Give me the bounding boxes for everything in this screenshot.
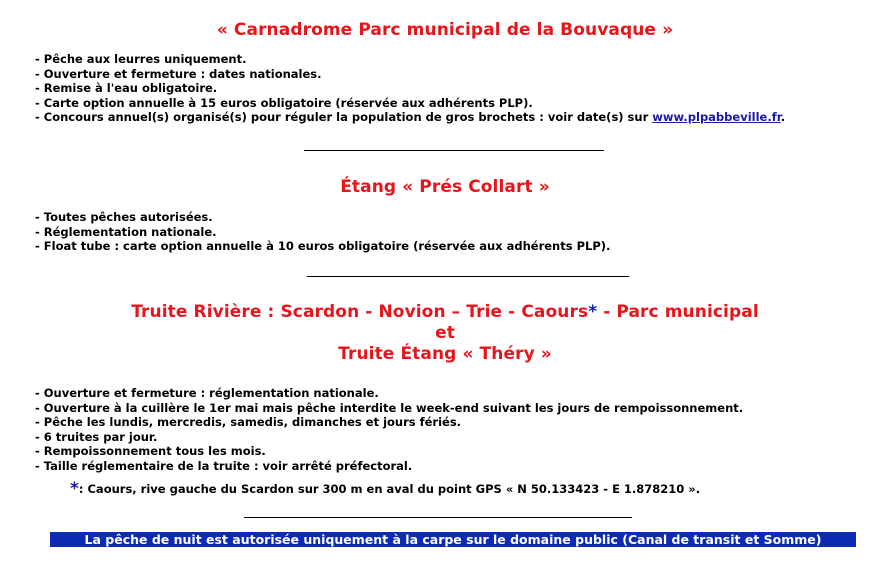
night-fishing-banner: La pêche de nuit est autorisée uniquement à la carpe sur le domaine public (Canal de transit et Somme) bbox=[49, 531, 857, 548]
list-item: - Réglementation nationale. bbox=[35, 224, 217, 239]
list-item: - Ouverture à la cuillère le 1er mai mais pêche interdite le week-end suivant les jours de rempoissonnement. bbox=[35, 400, 744, 415]
plpabbeville-link[interactable]: www.plpabbeville.fr bbox=[652, 110, 781, 124]
section-title-pres-collart: Étang « Prés Collart » bbox=[340, 177, 550, 197]
section-title-connector: et bbox=[435, 323, 455, 343]
section-title-truite-etang: Truite Étang « Théry » bbox=[338, 344, 552, 364]
carnadrome-rules-list bbox=[35, 52, 785, 125]
caours-footnote bbox=[70, 479, 700, 499]
title-text: Truite Rivière : Scardon - Novion – Trie - Caours bbox=[131, 302, 589, 322]
list-item: - Pêche les lundis, mercredis, samedis, dimanches et jours fériés. bbox=[35, 415, 462, 429]
truite-rules-list bbox=[35, 386, 743, 473]
list-item-suffix: . bbox=[780, 110, 786, 124]
list-item-text: - Concours annuel(s) organisé(s) pour réguler la population de gros brochets : voir date(s) sur bbox=[35, 110, 653, 124]
list-item: - Taille réglementaire de la truite : voir arrêté préfectoral. bbox=[35, 458, 413, 473]
section-title-truite-riviere bbox=[0, 302, 890, 322]
separator-line bbox=[244, 517, 632, 518]
list-item: - Ouverture et fermeture : dates nationales. bbox=[35, 66, 322, 81]
list-item bbox=[35, 110, 785, 125]
list-item: - Carte option annuelle à 15 euros obligatoire (réservée aux adhérents PLP). bbox=[35, 95, 533, 110]
list-item: - Toutes pêches autorisées. bbox=[35, 210, 213, 224]
pres-collart-rules-list bbox=[35, 210, 610, 254]
list-item: - 6 truites par jour. bbox=[35, 429, 158, 444]
list-item: - Rempoissonnement tous les mois. bbox=[35, 444, 266, 458]
list-item: - Remise à l'eau obligatoire. bbox=[35, 81, 218, 95]
asterisk-icon: * bbox=[588, 302, 598, 322]
separator-line bbox=[307, 276, 629, 277]
list-item: - Ouverture et fermeture : réglementation nationale. bbox=[35, 386, 379, 400]
list-item: - Float tube : carte option annuelle à 10 euros obligatoire (réservée aux adhérents PLP). bbox=[35, 239, 611, 253]
title-text: - Parc municipal bbox=[597, 302, 759, 322]
asterisk-icon: * bbox=[70, 479, 79, 499]
separator-line bbox=[304, 150, 604, 151]
section-title-carnadrome: « Carnadrome Parc municipal de la Bouvaque » bbox=[216, 20, 674, 40]
list-item: - Pêche aux leurres uniquement. bbox=[35, 52, 247, 66]
footnote-text: : Caours, rive gauche du Scardon sur 300 m en aval du point GPS « N 50.133423 - E 1.878210 ». bbox=[78, 482, 701, 496]
